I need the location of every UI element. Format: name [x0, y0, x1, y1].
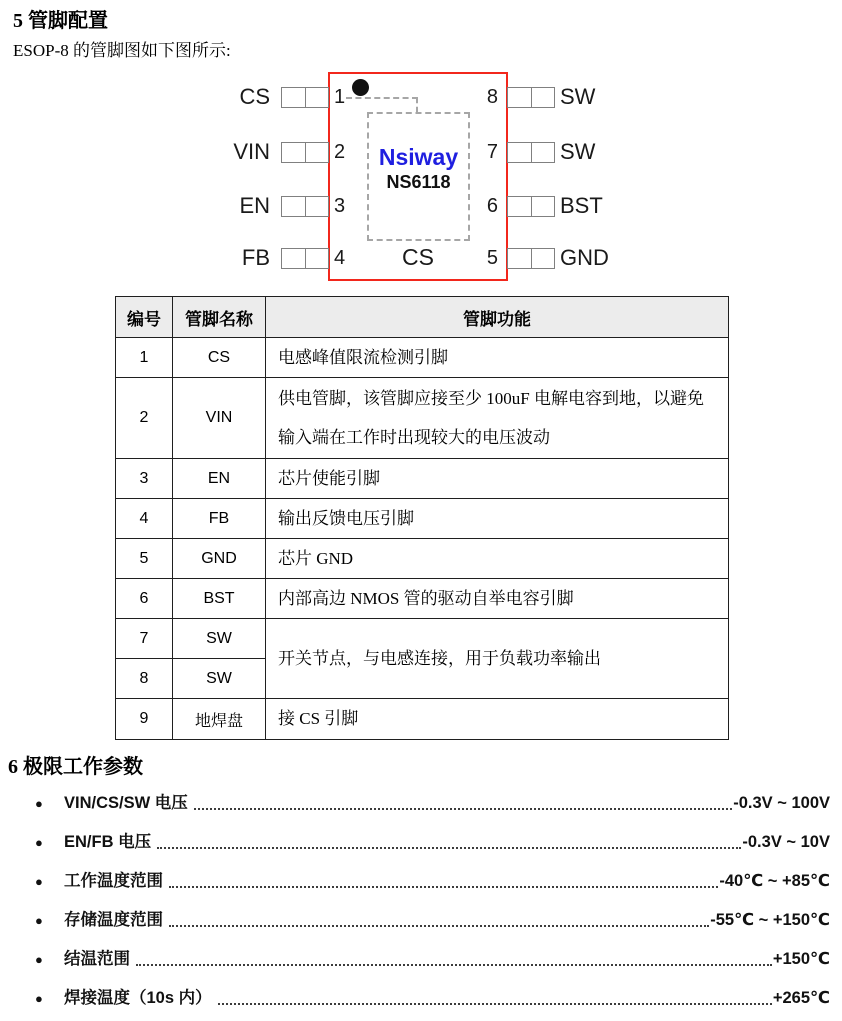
- cell-pin-function: 内部高边 NMOS 管的驱动自举电容引脚: [266, 579, 729, 619]
- col-header-function: 管脚功能: [266, 297, 729, 338]
- pin-label-en: EN: [239, 193, 270, 218]
- section-6-heading: 6 极限工作参数: [8, 756, 143, 778]
- pin-lead-split: [531, 197, 532, 216]
- pin-number-5: 5: [486, 247, 498, 269]
- table-header-row: [116, 297, 729, 338]
- table-row: [116, 378, 729, 459]
- list-item: [14, 792, 830, 814]
- pin-label-gnd: GND: [560, 245, 609, 270]
- dotted-leader: [194, 808, 732, 810]
- cell-pin-number: 5: [116, 539, 173, 579]
- dotted-leader: [169, 925, 709, 927]
- dotted-leader: [218, 1003, 772, 1005]
- limit-value: -40℃ ~ +85℃: [719, 872, 830, 890]
- pin-label-cs: CS: [239, 84, 270, 109]
- col-header-name: 管脚名称: [173, 297, 266, 338]
- pin-lead-2: [281, 142, 329, 163]
- limit-value: -0.3V ~ 10V: [742, 833, 830, 851]
- limit-value: +150℃: [772, 950, 830, 968]
- pin-diagram: [0, 0, 842, 295]
- table-row: [116, 699, 729, 739]
- table-row: [116, 459, 729, 499]
- cell-pin-name: SW: [173, 659, 266, 699]
- cell-pin-number: 7: [116, 619, 173, 659]
- pin-lead-7: [507, 142, 555, 163]
- dotted-leader: [157, 847, 741, 849]
- table-row: [116, 539, 729, 579]
- pin-label-sw7: SW: [560, 139, 596, 164]
- bullet-icon: ●: [35, 913, 43, 928]
- cell-pin-name: EN: [173, 459, 266, 499]
- bullet-icon: ●: [35, 991, 43, 1006]
- pin-number-3: 3: [334, 195, 346, 217]
- pin-lead-split: [305, 143, 306, 162]
- pin-number-2: 2: [334, 141, 346, 163]
- limit-label: 结温范围: [64, 950, 130, 968]
- pin-lead-split: [531, 143, 532, 162]
- limit-value: -0.3V ~ 100V: [733, 794, 830, 812]
- pin-lead-split: [305, 249, 306, 268]
- cell-pin-number: 6: [116, 579, 173, 619]
- limit-value: +265℃: [772, 989, 830, 1007]
- pin-label-vin: VIN: [233, 139, 270, 164]
- epad-net-label: CS: [402, 244, 434, 270]
- cell-pin-number: 8: [116, 659, 173, 699]
- limit-label: 焊接温度（10s 内）: [64, 989, 212, 1007]
- pin-lead-split: [531, 249, 532, 268]
- pin-lead-split: [531, 88, 532, 107]
- cell-pin-name: 地焊盘: [173, 699, 266, 739]
- list-item: [14, 909, 830, 931]
- cell-pin-function: 芯片使能引脚: [266, 459, 729, 499]
- bullet-icon: ●: [35, 796, 43, 811]
- list-item: [14, 948, 830, 970]
- pin-lead-8: [507, 87, 555, 108]
- pin-number-4: 4: [334, 247, 346, 269]
- list-item: [14, 831, 830, 853]
- bullet-icon: ●: [35, 835, 43, 850]
- cell-pin-function: 电感峰值限流检测引脚: [266, 338, 729, 378]
- cell-pin-number: 2: [116, 378, 173, 459]
- table-row: [116, 499, 729, 539]
- cell-pin-number: 1: [116, 338, 173, 378]
- epad-leader-line-vertical: [416, 98, 418, 112]
- pin-lead-split: [305, 88, 306, 107]
- pin-lead-4: [281, 248, 329, 269]
- pin-lead-1: [281, 87, 329, 108]
- pin-number-7: 7: [486, 141, 498, 163]
- table-row: [116, 579, 729, 619]
- cell-pin-name: BST: [173, 579, 266, 619]
- dotted-leader: [169, 886, 718, 888]
- cell-pin-number: 3: [116, 459, 173, 499]
- cell-pin-function: 供电管脚，该管脚应接至少 100uF 电解电容到地，以避免输入端在工作时出现较大的电压波动: [266, 378, 729, 459]
- col-header-number: 编号: [116, 297, 173, 338]
- pin-number-8: 8: [486, 86, 498, 108]
- limits-list: [14, 792, 830, 1009]
- cell-pin-name: SW: [173, 619, 266, 659]
- cell-pin-function: 输出反馈电压引脚: [266, 499, 729, 539]
- cell-pin-function: 芯片 GND: [266, 539, 729, 579]
- cell-pin-name: FB: [173, 499, 266, 539]
- cell-pin-number: 4: [116, 499, 173, 539]
- brand-label: Nsiway: [378, 144, 459, 170]
- dotted-leader: [136, 964, 772, 966]
- section-5-heading: 5 管脚配置: [13, 10, 108, 32]
- limit-label: 存储温度范围: [64, 911, 163, 929]
- pin-lead-3: [281, 196, 329, 217]
- pin-label-sw8: SW: [560, 84, 596, 109]
- pin-label-bst: BST: [560, 193, 603, 218]
- pin-label-fb: FB: [241, 245, 270, 270]
- pin-lead-6: [507, 196, 555, 217]
- list-item: [14, 987, 830, 1009]
- table-row: [116, 619, 729, 659]
- pin-number-1: 1: [334, 86, 346, 108]
- limit-label: 工作温度范围: [64, 872, 163, 890]
- part-number-label: NS6118: [386, 172, 451, 192]
- cell-pin-function: 接 CS 引脚: [266, 699, 729, 739]
- pin-number-6: 6: [486, 195, 498, 217]
- list-item: [14, 870, 830, 892]
- cell-pin-name: VIN: [173, 378, 266, 459]
- cell-pin-number: 9: [116, 699, 173, 739]
- pin-lead-5: [507, 248, 555, 269]
- cell-pin-name: CS: [173, 338, 266, 378]
- cell-pin-function-merged: 开关节点，与电感连接，用于负载功率输出: [266, 619, 729, 699]
- pin-lead-split: [305, 197, 306, 216]
- pin-function-table: [115, 296, 729, 740]
- limit-label: EN/FB 电压: [64, 833, 152, 851]
- table-row: [116, 338, 729, 378]
- cell-pin-name: GND: [173, 539, 266, 579]
- bullet-icon: ●: [35, 952, 43, 967]
- limit-label: VIN/CS/SW 电压: [64, 794, 188, 812]
- bullet-icon: ●: [35, 874, 43, 889]
- section-5-intro-text: ESOP-8 的管脚图如下图所示:: [13, 41, 231, 60]
- limit-value: -55℃ ~ +150℃: [710, 911, 830, 929]
